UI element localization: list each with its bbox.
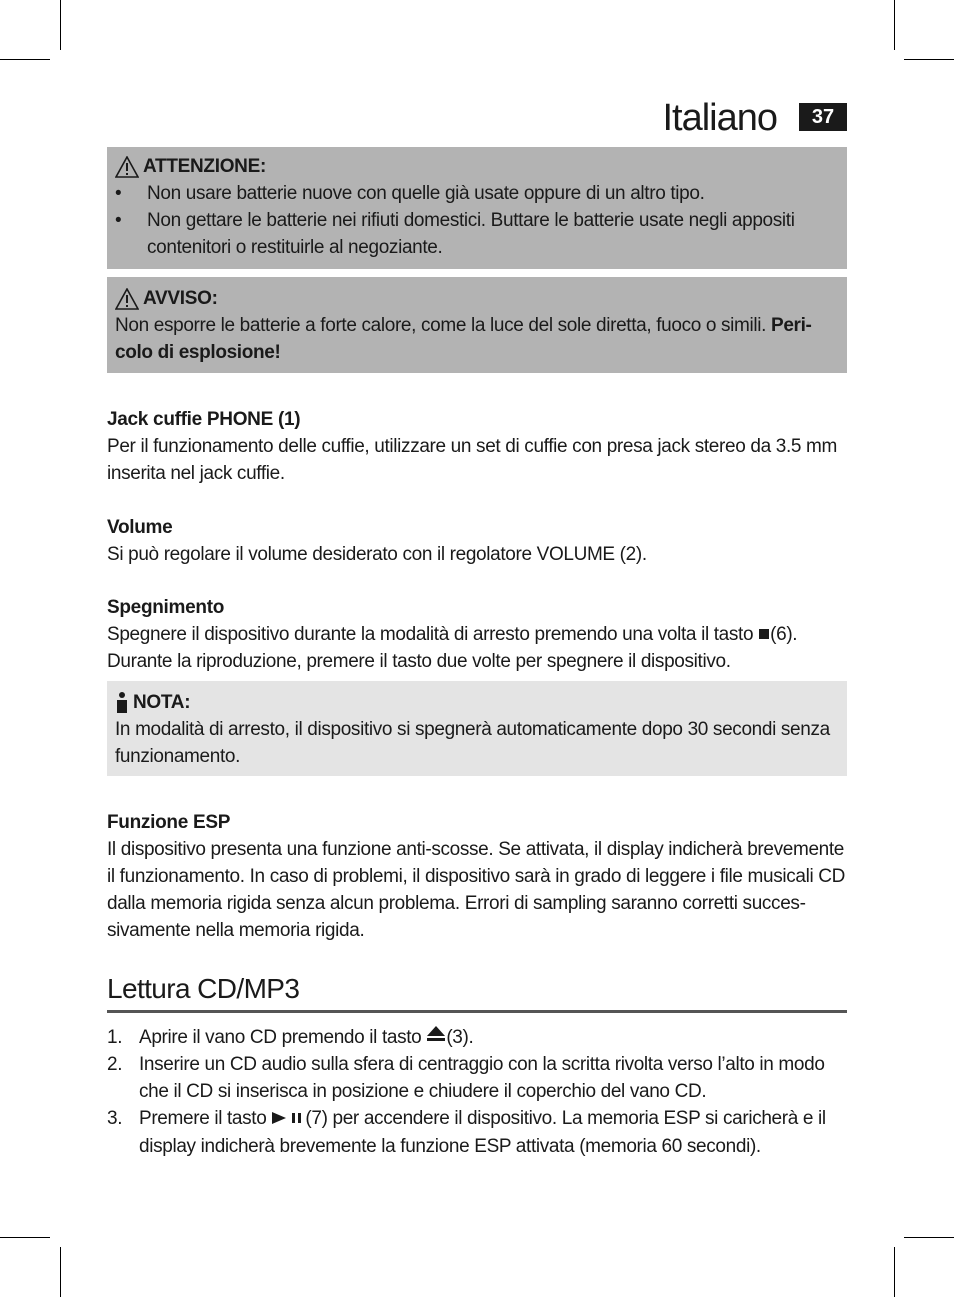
esp-text: Il dispositivo presenta una funzione anti-scosse. Se attivata, il display indicherà brevemente il funzionamento. In caso di problemi, il dispositivo sarà in grado di leggere i file musicali CD dalla memoria rigida senza alcun problema. Errori di sampling saranno corretti succes- sivamente nella memoria rigida. bbox=[107, 839, 846, 941]
jack-section bbox=[107, 406, 852, 487]
attenzione-list bbox=[115, 180, 839, 261]
crop-mark bbox=[60, 0, 61, 50]
attenzione-title: ATTENZIONE: bbox=[143, 156, 267, 177]
eject-icon bbox=[426, 1024, 446, 1051]
list-item: • Non gettare le batterie nei rifiuti domestici. Buttare le batterie usate negli appositi contenitori o restituirle al negoziante. bbox=[115, 207, 839, 261]
step-number: 1. bbox=[107, 1027, 123, 1048]
nota-header bbox=[115, 689, 839, 716]
avviso-text-bold: Peri- colo di esplosione! bbox=[115, 315, 812, 363]
step-text-before: Aprire il vano CD premendo il tasto bbox=[139, 1027, 422, 1048]
list-item bbox=[107, 1024, 847, 1051]
nota-box bbox=[107, 681, 847, 776]
nota-title: NOTA: bbox=[133, 692, 191, 713]
spegnimento-text-before: Spegnere il dispositivo durante la modalità di arresto premendo una volta il tasto bbox=[107, 624, 754, 645]
nota-text: In modalità di arresto, il dispositivo si spegnerà automaticamente dopo 30 secondi senza funzionamento. bbox=[115, 719, 830, 767]
crop-mark bbox=[904, 1237, 954, 1238]
avviso-title: AVVISO: bbox=[143, 288, 218, 309]
crop-mark bbox=[0, 1237, 50, 1238]
jack-text: Per il funzionamento delle cuffie, utilizzare un set di cuffie con presa jack stereo da 3.5 mm inserita nel jack cuffie. bbox=[107, 436, 837, 484]
info-icon bbox=[115, 692, 129, 714]
list-item bbox=[107, 1105, 847, 1159]
step-text-after: (3). bbox=[446, 1027, 474, 1048]
stop-square-icon bbox=[758, 621, 770, 648]
crop-mark bbox=[894, 0, 895, 50]
warning-triangle-icon bbox=[115, 156, 139, 178]
warning-triangle-icon bbox=[115, 288, 139, 310]
attenzione-header bbox=[115, 153, 839, 180]
crop-mark bbox=[904, 59, 954, 60]
spegnimento-heading: Spegnimento bbox=[107, 597, 225, 618]
spegnimento-line2: Durante la riproduzione, premere il tasto due volte per spegnere il dispositivo. bbox=[107, 651, 731, 673]
avviso-text bbox=[115, 312, 839, 366]
esp-heading: Funzione ESP bbox=[107, 812, 231, 833]
page-number-badge: 37 bbox=[799, 103, 847, 131]
list-item: • Non usare batterie nuove con quelle già usate oppure di un altro tipo. bbox=[115, 180, 839, 207]
step-number: 2. bbox=[107, 1054, 123, 1076]
attenzione-box bbox=[107, 147, 847, 269]
lettura-heading: Lettura CD/MP3 bbox=[107, 970, 847, 1013]
avviso-text-normal: Non esporre le batterie a forte calore, come la luce del sole diretta, fuoco o simili. bbox=[115, 315, 771, 336]
spegnimento-text-after: (6). bbox=[770, 624, 798, 645]
spegnimento-section bbox=[107, 594, 852, 675]
step-number: 3. bbox=[107, 1108, 123, 1130]
crop-mark bbox=[60, 1247, 61, 1297]
step-text-after: (7) per accendere il dispositivo. La memoria ESP si caricherà e il display indicherà brevemente la funzione ESP attivata (memoria 60 secondi). bbox=[139, 1108, 826, 1157]
avviso-header bbox=[115, 285, 839, 312]
lettura-steps bbox=[107, 1024, 847, 1160]
jack-heading: Jack cuffie PHONE (1) bbox=[107, 409, 301, 430]
volume-text: Si può regolare il volume desiderato con il regolatore VOLUME (2). bbox=[107, 544, 647, 565]
crop-mark bbox=[0, 59, 50, 60]
list-item bbox=[107, 1051, 847, 1105]
volume-heading: Volume bbox=[107, 517, 173, 538]
avviso-box bbox=[107, 277, 847, 373]
esp-section bbox=[107, 809, 852, 944]
step-text-before: Premere il tasto bbox=[139, 1108, 267, 1130]
play-pause-icon bbox=[271, 1106, 305, 1133]
spegnimento-line1 bbox=[107, 621, 852, 648]
volume-section bbox=[107, 514, 852, 568]
crop-mark bbox=[894, 1247, 895, 1297]
page-title: Italiano bbox=[662, 97, 777, 139]
step-text: Inserire un CD audio sulla sfera di centraggio con la scritta rivolta verso l’alto in modo che il CD si inserisca in posizione e chiudere il coperchio del vano CD. bbox=[139, 1054, 825, 1103]
